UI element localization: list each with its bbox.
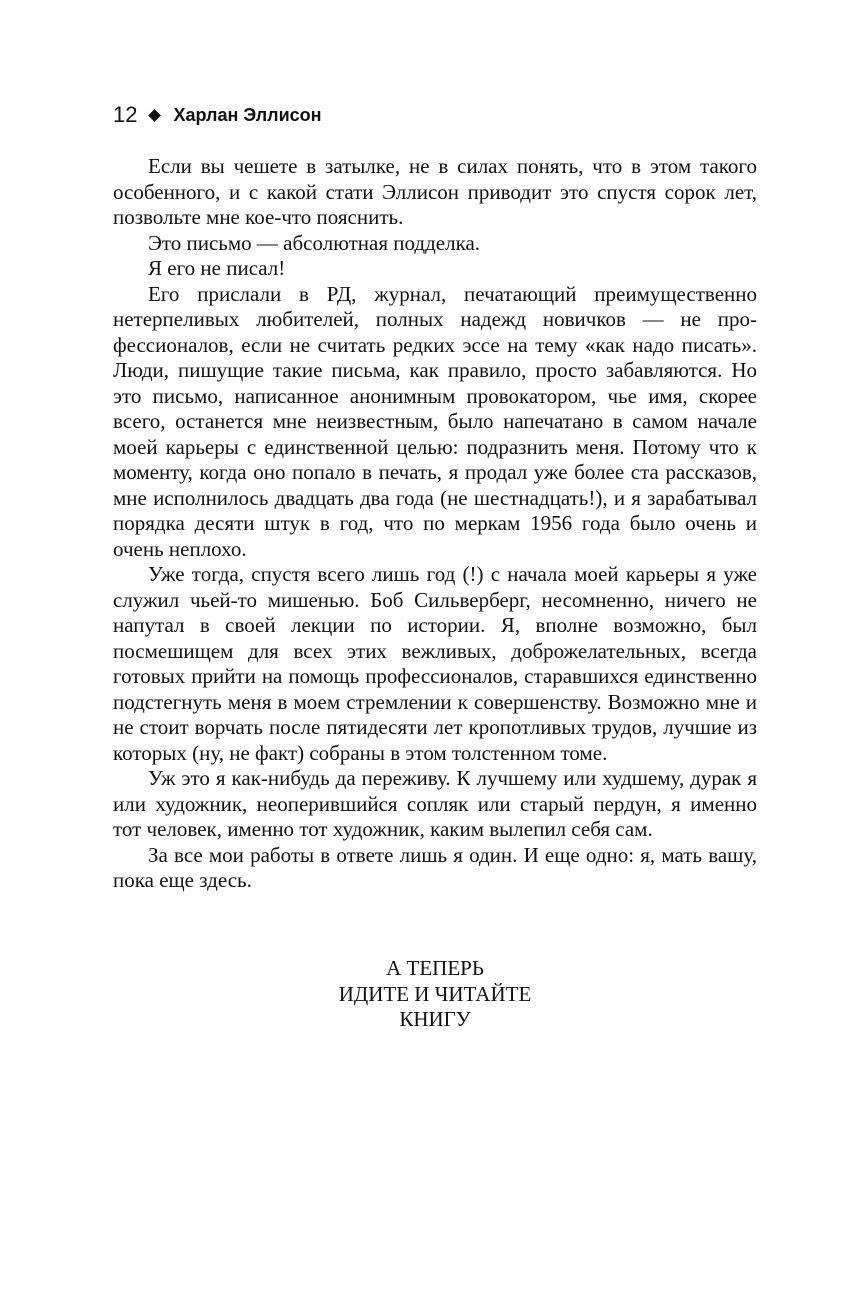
page-number: 12 <box>113 102 138 127</box>
paragraph: Его прислали в РД, журнал, печатающий преимущественно нетерпеливых любителей, полных надежд новичков — не профессионалов, если не считать редких эссе на тему «как надо писать». Люди, пишущие такие письма, как правило, просто забавляются. Но это письмо, написанное анонимным провокатором, чье имя, скорее всего, останется мне неизвестным, было напечатано в самом начале моей карьеры с единственной целью: подразнить меня. Потому что к моменту, когда оно попало в печать, я продал уже более ста рассказов, мне исполнилось двадцать два года (не шестнадцать!), и я зарабатывал порядка десяти штук в год, что по меркам 1956 года было очень и очень неплохо. <box>113 281 757 561</box>
running-header-author: Харлан Эллисон <box>173 104 322 125</box>
running-header <box>113 100 322 130</box>
diamond-icon <box>149 109 162 122</box>
closing-heading <box>113 956 757 1033</box>
paragraph: Уже тогда, спустя всего лишь год (!) с начала моей карьеры я уже служил чьей-то мишенью. Боб Сильверберг, несомненно, ничего не напутал в своей лекции по истории. Я, вполне возможно, был посмешищем для всех этих вежливых, доброжелательных, всегда готовых прийти на помощь профессионалов, старавшихся единственно подстегнуть меня в моем стремлении к совершенству. Возможно мне и не стоит ворчать после пятидесяти лет кропотливых трудов, лучшие из которых (ну, не факт) собраны в этом толстенном томе. <box>113 562 757 765</box>
paragraph: Если вы чешете в затылке, не в силах понять, что в этом такого особенного, и с какой стати Эллисон приводит это спустя сорок лет, позвольте мне кое-что пояснить. <box>113 154 757 229</box>
body-text <box>113 154 757 894</box>
closing-line-1: А ТЕПЕРЬ <box>386 956 484 980</box>
paragraph: Уж это я как-нибудь да переживу. К лучшему или худшему, дурак я или художник, неоперившийся сопляк или старый пердун, я именно тот человек, именно тот художник, каким вылепил себя сам. <box>113 766 757 841</box>
closing-line-3: КНИГУ <box>399 1007 471 1031</box>
paragraph: Это письмо — абсолютная подделка. <box>148 230 481 255</box>
closing-line-2: ИДИТЕ И ЧИТАЙТЕ <box>338 981 532 1006</box>
paragraph: За все мои работы в ответе лишь я один. И еще одно: я, мать вашу, пока еще здесь. <box>113 842 757 892</box>
paragraph: Я его не писал! <box>148 256 286 280</box>
